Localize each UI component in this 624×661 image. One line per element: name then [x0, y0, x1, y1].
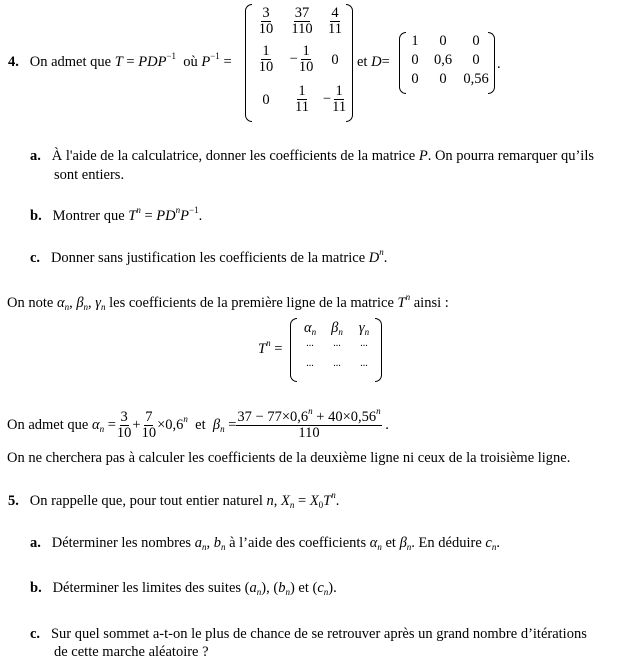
question-5b: b. Déterminer les limites des suites $(a_n)$, $(b_n)$ et $(c_n)$. [30, 580, 337, 597]
equals: = [298, 493, 307, 509]
alpha-n: $\alpha_n$ [303, 320, 317, 337]
subscript: n [491, 542, 497, 552]
matrix-cell: 0,6 [433, 52, 453, 68]
question-4a [30, 148, 594, 165]
question-number: 4. [8, 54, 19, 70]
gamma: γ [95, 295, 102, 311]
equals: = [228, 416, 237, 433]
text: . En déduire [411, 535, 482, 551]
subscript: n [83, 302, 89, 312]
var-T: T [397, 295, 406, 311]
comma: , [273, 493, 278, 509]
period: . [333, 580, 337, 596]
intro-text: On admet que [29, 54, 112, 70]
matrix-p-inverse [245, 4, 353, 122]
question-4a-cont: sont entiers. [54, 167, 125, 183]
subscript: n [285, 587, 290, 597]
text: On rappelle que, pour tout entier naturel [29, 493, 263, 509]
item-label: a. [30, 148, 41, 164]
subscript: n [377, 542, 382, 552]
item-label: c. [30, 250, 41, 266]
times-term: ×0,6 [157, 416, 184, 433]
subscript: n [406, 542, 412, 552]
var-c: c [317, 580, 324, 596]
period: . [496, 535, 500, 551]
subscript: n [323, 587, 329, 597]
matrix-cell: 0 [411, 52, 419, 68]
question-5c-cont: de cette marche aléatoire ? [54, 644, 209, 660]
subscript: 0 [318, 500, 324, 510]
matrix-cell: 0 [411, 71, 419, 87]
var-n: n [266, 493, 274, 509]
exponent: −1 [189, 205, 199, 215]
note-second-line: On ne cherchera pas à calculer les coefficients de la deuxième ligne ni ceux de la troisième ligne. [7, 450, 571, 466]
var-P: P [201, 54, 211, 70]
subscript: n [99, 423, 105, 434]
text: Donner sans justification les coefficients de la matrice [50, 250, 366, 266]
exponent: n [136, 205, 141, 215]
beta: β [76, 295, 84, 311]
subscript: n [256, 587, 262, 597]
text-et: et [195, 416, 206, 433]
var-T: T [258, 341, 267, 357]
text: Sur quel sommet a-t-on le plus de chance de se retrouver après un grand nombre d’itérations [50, 626, 587, 642]
ellipsis: ... [306, 358, 314, 369]
admet-line [7, 406, 389, 441]
var-P: P [418, 148, 428, 164]
exponent: n [175, 205, 181, 215]
item-label: b. [30, 208, 42, 224]
comma: , [88, 295, 92, 311]
exponent: n [379, 247, 384, 257]
equals: = [107, 416, 116, 433]
ellipsis: ... [333, 338, 341, 349]
plus: + [132, 416, 141, 433]
subscript: n [220, 423, 225, 434]
alpha: α [91, 416, 100, 433]
beta: β [399, 535, 407, 551]
text: Déterminer les limites des suites [52, 580, 242, 596]
matrix-d [399, 32, 495, 94]
beta-n: $\beta_n$ [331, 320, 343, 337]
exponent: n [183, 413, 188, 424]
ellipsis: ... [360, 358, 368, 369]
period: . [335, 493, 340, 509]
matrix-cell: − $\frac{1}{10}$ [289, 43, 314, 75]
matrix-cell: $\frac{3}{10}$ [258, 5, 274, 37]
subscript: n [101, 302, 106, 312]
var-a: a [194, 535, 202, 551]
comma: , [266, 580, 270, 596]
question-5c [30, 626, 587, 643]
equals: = [274, 341, 283, 357]
text: les coefficients de la première ligne de la matrice [109, 295, 394, 311]
subscript: n [289, 500, 295, 510]
var-a: a [249, 580, 257, 596]
var-b: b [278, 580, 286, 596]
question-4-line [8, 51, 232, 71]
question-4c [30, 247, 388, 267]
exponent: n [266, 338, 271, 348]
var-X: X [281, 493, 290, 509]
question-4b [30, 205, 203, 225]
var-P: P [180, 208, 189, 224]
item-label: b. [30, 580, 42, 596]
matrix-cell: 0 [439, 71, 447, 87]
var-PDP: PDP [138, 54, 167, 70]
matrix-cell: − $\frac{1}{11}$ [322, 83, 347, 115]
equals: = [126, 54, 135, 70]
matrix-cell: $\frac{1}{10}$ [258, 43, 274, 75]
matrix-cell: 0 [331, 52, 339, 68]
text-et: et [357, 54, 368, 70]
item-label: c. [30, 626, 41, 642]
matrix-cell: 1 [411, 33, 419, 49]
alpha: α [369, 535, 378, 551]
var-T: T [323, 493, 332, 509]
text: Montrer que [52, 208, 125, 224]
var-X: X [309, 493, 319, 509]
tn-label [258, 338, 283, 358]
fraction-7-10: $\frac{7}{10}$ [141, 409, 157, 441]
period: . [385, 416, 389, 433]
var-T: T [128, 208, 137, 224]
equals: = [223, 54, 232, 70]
var-c: c [485, 535, 492, 551]
text: On admet que [7, 416, 89, 433]
equals: = [381, 54, 390, 70]
matrix-cell: 0,56 [463, 71, 489, 87]
question-number: 5. [8, 493, 19, 509]
period: . [383, 250, 388, 266]
gamma-n: $\gamma_n$ [358, 320, 370, 337]
matrix-tn [290, 318, 382, 382]
text: On note [7, 295, 54, 311]
matrix-cell: $\frac{37}{110}$ [291, 5, 313, 37]
matrix-cell: 0 [439, 33, 447, 49]
var-D: D [371, 54, 382, 70]
matrix-cell: $\frac{4}{11}$ [328, 5, 342, 37]
item-label: a. [30, 535, 41, 551]
subscript: n [220, 542, 226, 552]
ellipsis: ... [306, 338, 314, 349]
text: Déterminer les nombres [51, 535, 192, 551]
var-b: b [213, 535, 221, 551]
exponent: n [405, 292, 411, 302]
d-definition [357, 54, 390, 71]
matrix-cell: 0 [472, 33, 480, 49]
subscript: n [201, 542, 207, 552]
question-5a: a. Déterminer les nombres $a_n$, $b_n$ à l’aide des coefficients $\alpha_n$ et $\beta_n$. En déduire $c_n$. [30, 535, 500, 552]
text: ainsi : [413, 295, 449, 311]
text-et: et [298, 580, 309, 596]
var-T: T [114, 54, 123, 70]
equals: = [144, 208, 153, 224]
alpha: α [56, 295, 65, 311]
matrix-cell: 0 [262, 92, 270, 108]
beta: β [212, 416, 221, 433]
beta-fraction: $\frac{37 - 77\times 0,6^n + 40\times 0,56^n}{110}$ [237, 406, 381, 441]
period: . [198, 208, 203, 224]
text-et: et [385, 535, 396, 551]
exponent: −1 [166, 51, 176, 61]
var-D: D [368, 250, 380, 266]
var-PD: PD [156, 208, 176, 224]
matrix-cell: $\frac{1}{11}$ [295, 83, 309, 115]
matrix-cell: 0 [472, 52, 480, 68]
exponent: n [331, 490, 336, 500]
comma: , [69, 295, 73, 311]
question-5-line [8, 490, 340, 510]
left-paren [245, 4, 252, 122]
text: à l’aide des coefficients [229, 535, 367, 551]
text: . On pourra remarquer qu’ils [427, 148, 594, 164]
subscript: n [64, 302, 70, 312]
note-line [7, 292, 449, 312]
text-ou: où [183, 54, 198, 70]
ellipsis: ... [333, 358, 341, 369]
text: À l'aide de la calculatrice, donner les coefficients de la matrice [51, 148, 416, 164]
ellipsis: ... [360, 338, 368, 349]
exponent: −1 [210, 51, 220, 61]
period: . [497, 56, 501, 72]
fraction-3-10: $\frac{3}{10}$ [116, 409, 132, 441]
